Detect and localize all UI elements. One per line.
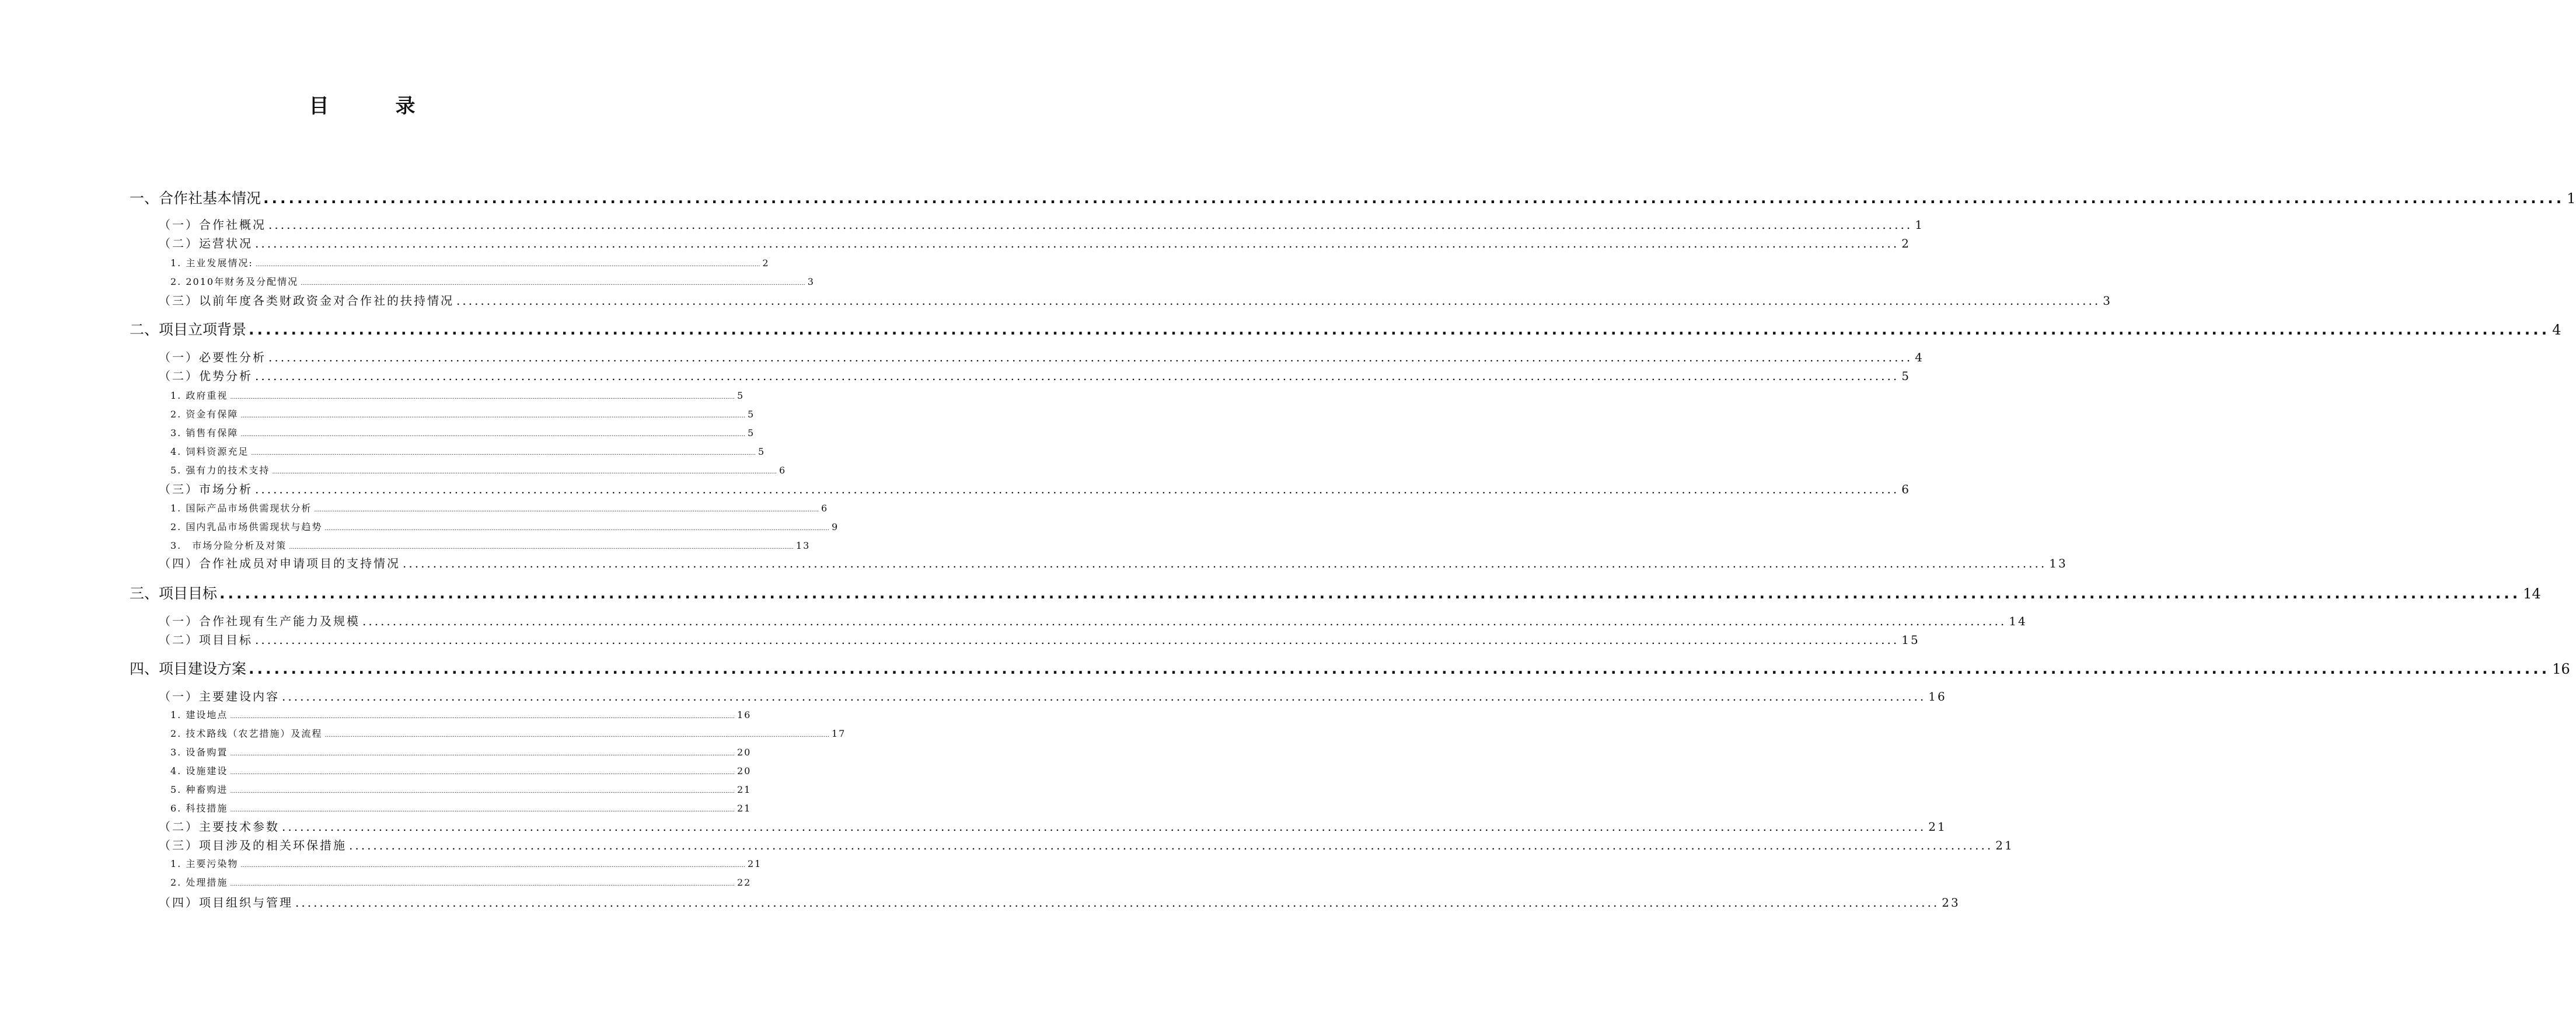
toc-dot-leader: ................................................................................................................................................................................................................................................................................ (295, 896, 1940, 910)
toc-page-number: 16 (1928, 689, 1947, 703)
toc-dot-leader: ................................................................................................................................................................................................................................................................................ (289, 544, 794, 551)
toc-dot-leader: ................................................................................................................................................................................................................................................................................ (282, 820, 1926, 834)
toc-dot-leader: ................................................................................................................................................................................................................................................................................ (230, 769, 735, 776)
toc-page-number: 1 (1915, 218, 1924, 232)
toc-page-number: 5 (747, 427, 755, 438)
toc-subsection[interactable] (170, 445, 766, 460)
toc-page-number: 13 (795, 540, 811, 551)
toc-page-number: 1 (2567, 190, 2576, 207)
toc-page-number: 15 (1901, 633, 1920, 647)
toc-section[interactable] (159, 481, 1911, 497)
toc-dot-leader: ................................................................................................................................................................................................................................................................................ (230, 751, 735, 757)
toc-page-number: 17 (831, 728, 846, 739)
toc-entry-label: 1. 主要污染物 (170, 858, 239, 869)
toc-entry-label: （四）合作社成员对申请项目的支持情况 (159, 556, 400, 570)
toc-dot-leader: ................................................................................................................................................................................................................................................................................ (240, 431, 745, 438)
toc-page-number: 23 (1942, 896, 1960, 910)
toc-section[interactable] (159, 632, 1920, 648)
toc-section[interactable] (159, 837, 2014, 854)
toc-dot-leader: ................................................................................................................................................................................................................................................................................ (240, 862, 745, 869)
toc-page-number: 9 (831, 521, 839, 532)
toc-chapter[interactable] (130, 660, 2570, 678)
toc-subsection[interactable] (170, 876, 752, 891)
toc-dot-leader: ................................................................................................................................................................................................................................................................................ (272, 469, 777, 475)
toc-entry-label: 6. 科技措施 (170, 803, 228, 814)
toc-dot-leader: ................................................................................................................................................................................................................................................................................ (219, 585, 2521, 602)
toc-page-number: 21 (1928, 820, 1947, 834)
toc-page-number: 13 (2049, 556, 2068, 570)
toc-dot-leader: ................................................................................................................................................................................................................................................................................ (255, 236, 1900, 250)
toc-entry-label: 3. 设备购置 (170, 747, 228, 758)
toc-subsection[interactable] (170, 765, 752, 779)
toc-entry-label: 二、项目立项背景 (130, 321, 247, 338)
toc-page-number: 6 (821, 503, 829, 514)
toc-subsection[interactable] (170, 276, 815, 290)
toc-section[interactable] (159, 894, 1960, 911)
toc-entry-label: （一）主要建设内容 (159, 689, 280, 703)
toc-entry-label: （二）优势分析 (159, 369, 253, 383)
page-title: 目 录 (309, 95, 439, 118)
toc-dot-leader: ................................................................................................................................................................................................................................................................................ (255, 633, 1900, 647)
toc-entry-label: （二）项目目标 (159, 633, 253, 647)
toc-dot-leader: ................................................................................................................................................................................................................................................................................ (249, 321, 2550, 338)
toc-entry-label: （四）项目组织与管理 (159, 896, 293, 910)
toc-dot-leader: ................................................................................................................................................................................................................................................................................ (282, 689, 1926, 703)
toc-entry-label: 4. 设施建设 (170, 765, 228, 776)
toc-dot-leader: ................................................................................................................................................................................................................................................................................ (230, 788, 735, 795)
toc-entry-label: 3. 市场分险分析及对策 (170, 540, 287, 551)
toc-dot-leader: ................................................................................................................................................................................................................................................................................ (314, 507, 819, 513)
toc-page-number: 5 (1901, 369, 1911, 383)
toc-entry-label: （一）必要性分析 (159, 350, 266, 364)
toc-dot-leader: ................................................................................................................................................................................................................................................................................ (456, 294, 2101, 308)
toc-page-number: 5 (737, 390, 745, 401)
toc-subsection[interactable] (170, 727, 846, 742)
toc-dot-leader: ................................................................................................................................................................................................................................................................................ (268, 218, 1913, 232)
toc-subsection[interactable] (170, 408, 755, 423)
toc-dot-leader: ................................................................................................................................................................................................................................................................................ (230, 881, 735, 887)
toc-dot-leader: ................................................................................................................................................................................................................................................................................ (349, 838, 1994, 852)
toc-dot-leader: ................................................................................................................................................................................................................................................................................ (301, 280, 805, 287)
toc-entry-label: 三、项目目标 (130, 585, 218, 602)
toc-chapter[interactable] (130, 584, 2541, 603)
toc-entry-label: 1. 建设地点 (170, 709, 228, 720)
toc-entry-label: 1. 国际产品市场供需现状分析 (170, 503, 312, 514)
toc-dot-leader: ................................................................................................................................................................................................................................................................................ (255, 482, 1900, 496)
toc-subsection[interactable] (170, 746, 752, 761)
toc-entry-label: （三）项目涉及的相关环保措施 (159, 838, 347, 852)
toc-dot-leader: ................................................................................................................................................................................................................................................................................ (255, 262, 760, 268)
toc-dot-leader: ................................................................................................................................................................................................................................................................................ (362, 614, 2007, 628)
toc-entry-label: （三）以前年度各类财政资金对合作社的扶持情况 (159, 294, 454, 308)
toc-entry-label: （一）合作社概况 (159, 218, 266, 232)
toc-subsection[interactable] (170, 389, 745, 404)
toc-page-number: 21 (737, 803, 752, 814)
toc-chapter[interactable] (130, 321, 2561, 339)
toc-dot-leader: ................................................................................................................................................................................................................................................................................ (263, 190, 2565, 207)
toc-dot-leader: ................................................................................................................................................................................................................................................................................ (403, 556, 2047, 570)
toc-dot-leader: ................................................................................................................................................................................................................................................................................ (255, 369, 1900, 383)
toc-page-number: 3 (2103, 294, 2112, 308)
toc-subsection[interactable] (170, 539, 811, 554)
toc-section[interactable] (159, 292, 2112, 309)
toc-subsection[interactable] (170, 427, 755, 441)
toc-section[interactable] (159, 217, 1924, 233)
toc-dot-leader: ................................................................................................................................................................................................................................................................................ (249, 660, 2550, 677)
toc-page-number: 4 (2552, 322, 2561, 338)
toc-subsection[interactable] (170, 802, 752, 817)
toc-page-number: 3 (807, 276, 815, 287)
toc-section[interactable] (159, 235, 1911, 252)
toc-subsection[interactable] (170, 783, 752, 798)
toc-entry-label: （一）合作社现有生产能力及规模 (159, 614, 360, 628)
toc-subsection[interactable] (170, 521, 839, 535)
toc-entry-label: （三）市场分析 (159, 482, 253, 496)
toc-page-number: 5 (747, 409, 755, 420)
toc-entry-label: 1. 主业发展情况: (170, 257, 253, 269)
toc-page-number: 2 (1901, 236, 1911, 250)
toc-section[interactable] (159, 818, 1947, 835)
toc-entry-label: 一、合作社基本情况 (130, 190, 261, 207)
toc-chapter[interactable] (130, 189, 2576, 208)
toc-dot-leader: ................................................................................................................................................................................................................................................................................ (230, 394, 735, 400)
toc-entry-label: 2. 国内乳品市场供需现状与趋势 (170, 521, 323, 532)
toc-page-number: 2 (762, 257, 770, 269)
toc-page-number: 4 (1915, 350, 1924, 364)
toc-entry-label: （二）主要技术参数 (159, 820, 280, 834)
toc-page-number: 20 (737, 747, 752, 758)
toc-entry-label: 4. 饲料资源充足 (170, 446, 249, 457)
toc-section[interactable] (159, 688, 1947, 705)
toc-section[interactable] (159, 368, 1911, 384)
toc-entry-label: 2. 2010年财务及分配情况 (170, 276, 299, 287)
toc-page-number: 6 (779, 465, 787, 476)
toc-page-number: 16 (2552, 661, 2570, 677)
toc-dot-leader: ................................................................................................................................................................................................................................................................................ (324, 732, 829, 739)
toc-entry-label: 1. 政府重视 (170, 390, 228, 401)
toc-subsection[interactable] (170, 464, 787, 479)
toc-page-number: 16 (737, 709, 752, 720)
toc-dot-leader: ................................................................................................................................................................................................................................................................................ (230, 807, 735, 813)
toc-dot-leader: ................................................................................................................................................................................................................................................................................ (230, 713, 735, 720)
toc-entry-label: 2. 资金有保障 (170, 409, 239, 420)
toc-entry-label: 四、项目建设方案 (130, 660, 247, 677)
toc-subsection[interactable] (170, 257, 770, 271)
toc-entry-label: 3. 销售有保障 (170, 427, 239, 438)
toc-page-number: 5 (758, 446, 766, 457)
toc-dot-leader: ................................................................................................................................................................................................................................................................................ (240, 413, 745, 419)
toc-subsection[interactable] (170, 502, 829, 517)
toc-page-number: 14 (2009, 614, 2027, 628)
toc-page-number: 21 (747, 858, 762, 869)
toc-page-number: 14 (2523, 586, 2541, 602)
toc-section[interactable] (159, 555, 2068, 572)
toc-entry-label: 2. 处理措施 (170, 877, 228, 888)
toc-page-number: 20 (737, 765, 752, 776)
toc-subsection[interactable] (170, 858, 762, 872)
toc-dot-leader: ................................................................................................................................................................................................................................................................................ (268, 350, 1913, 364)
toc-page-number: 21 (1995, 838, 2014, 852)
toc-subsection[interactable] (170, 709, 752, 723)
toc-dot-leader: ................................................................................................................................................................................................................................................................................ (251, 450, 756, 457)
toc-entry-label: 2. 技术路线（农艺措施）及流程 (170, 728, 323, 739)
toc-dot-leader: ................................................................................................................................................................................................................................................................................ (324, 525, 829, 532)
toc-section[interactable] (159, 613, 2027, 629)
toc-entry-label: 5. 种畜购进 (170, 784, 228, 795)
toc-section[interactable] (159, 349, 1924, 365)
toc-entry-label: （二）运营状况 (159, 236, 253, 250)
toc-page-number: 6 (1901, 482, 1911, 496)
toc-page-number: 22 (737, 877, 752, 888)
toc-entry-label: 5. 强有力的技术支持 (170, 465, 270, 476)
toc-page-number: 21 (737, 784, 752, 795)
